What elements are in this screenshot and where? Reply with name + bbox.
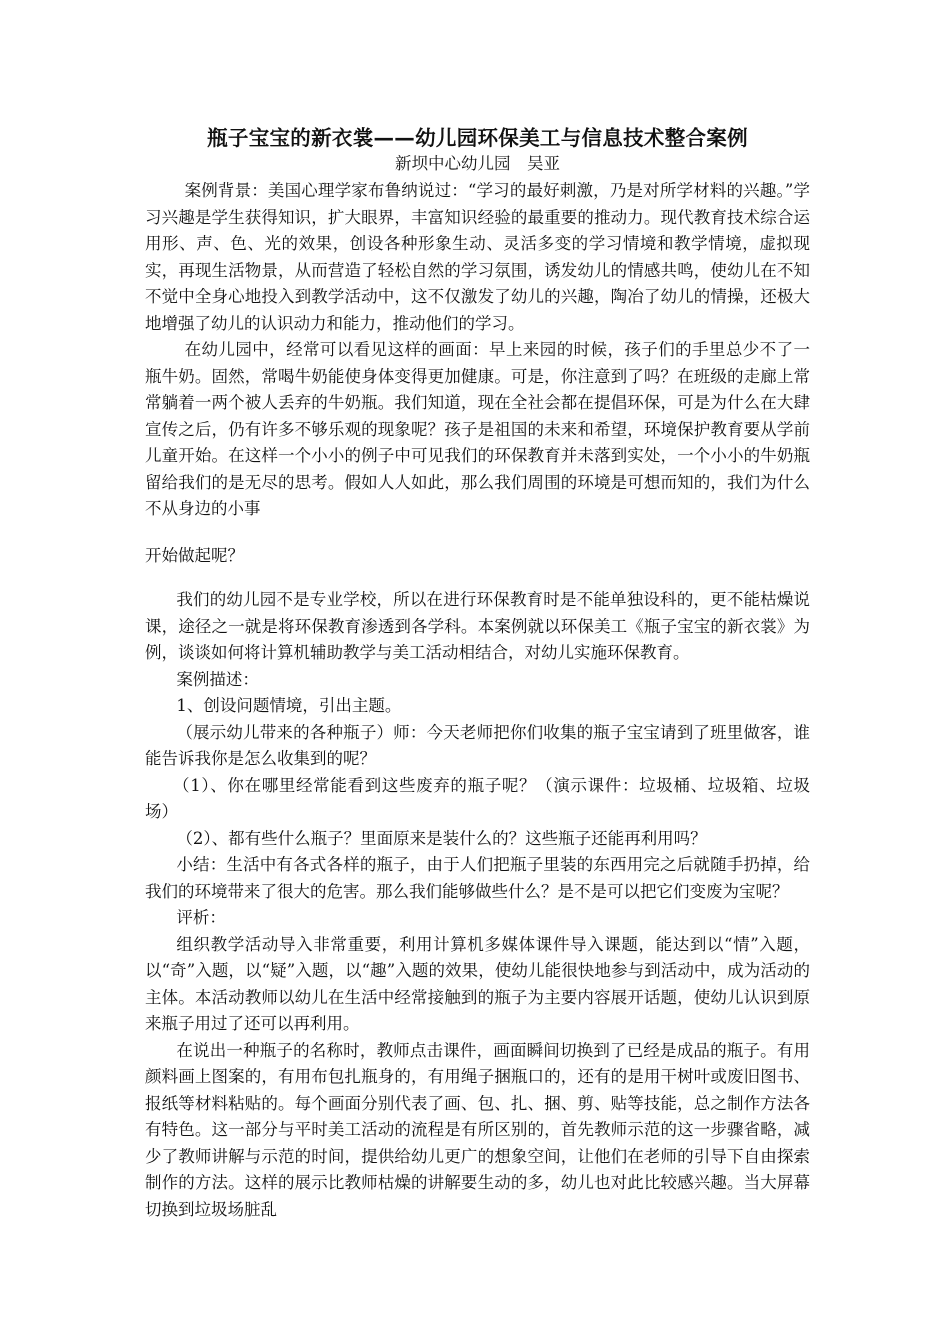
document-page: [145, 120, 810, 1223]
question-2: （2）、都有些什么瓶子？里面原来是装什么的？这些瓶子还能再利用吗？: [176, 828, 707, 848]
paragraph-show-bottles: （展示幼儿带来的各种瓶子）师：今天老师把你们收集的瓶子宝宝请到了班里做客，谁能告诉我你是怎么收集到的呢？: [145, 722, 810, 768]
document-title: 瓶子宝宝的新衣裳——幼儿园环保美工与信息技术整合案例: [207, 126, 748, 150]
document-author: 新坝中心幼儿园 吴亚: [395, 154, 560, 173]
question-1: （1）、你在哪里经常能看到这些废弃的瓶子呢？（演示课件：垃圾桶、垃圾箱、垃圾场）: [145, 775, 810, 821]
paragraph-evaluation: 组织教学活动导入非常重要，利用计算机多媒体课件导入课题，能达到以“情”入题，以“奇”入题，以“疑”入题，以“趣”入题的效果，使幼儿能很快地参与到活动中，成为活动的主体。本活动教师以幼儿在生活中经常接触到的瓶子为主要内容展开话题，使幼儿认识到原来瓶子用过了还可以再利用。: [145, 934, 810, 1033]
heading-case-description: 案例描述：: [176, 669, 259, 689]
paragraph-kindergarten-scene: 在幼儿园中，经常可以看见这样的画面：早上来园的时候，孩子们的手里总少不了一瓶牛奶。固然，常喝牛奶能使身体变得更加健康。可是，你注意到了吗？在班级的走廊上常常躺着一两个被人丢弃的牛奶瓶。我们知道，现在全社会都在提倡环保，可是为什么在大肆宣传之后，仍有许多不够乐观的现象呢？孩子是祖国的未来和希望，环境保护教育要从学前儿童开始。在这样一个小小的例子中可见我们的环保教育并未落到实处，一个小小的牛奶瓶留给我们的是无尽的思考。假如人人如此，那么我们周围的环境是可想而知的，我们为什么不从身边的小事: [145, 340, 810, 518]
paragraph-background: 案例背景：美国心理学家布鲁纳说过：“学习的最好刺激，乃是对所学材料的兴趣。”学习兴趣是学生获得知识，扩大眼界，丰富知识经验的最重要的推动力。现代教育技术综合运用形、声、色、光的效果，创设各种形象生动、灵活多变的学习情境和教学情境，虚拟现实，再现生活物景，从而营造了轻松自然的学习氛围，诱发幼儿的情感共鸣，使幼儿在不知不觉中全身心地投入到教学活动中，这不仅激发了幼儿的兴趣，陶冶了幼儿的情操，还极大地增强了幼儿的认识动力和能力，推动他们的学习。: [145, 181, 810, 333]
paragraph-courseware: 在说出一种瓶子的名称时，教师点击课件，画面瞬间切换到了已经是成品的瓶子。有用颜料画上图案的，有用布包扎瓶身的，有用绳子捆瓶口的，还有的是用干树叶或废旧图书、报纸等材料粘贴的。每个画面分别代表了画、包、扎、捆、剪、贴等技能，总之制作方法各有特色。这一部分与平时美工活动的流程是有所区别的，首先教师示范的这一步骤省略，减少了教师讲解与示范的时间，提供给幼儿更广的想象空间，让他们在老师的引导下自由探索制作的方法。这样的展示比教师枯燥的讲解要生动的多，幼儿也对此比较感兴趣。当大屏幕切换到垃圾场脏乱: [145, 1040, 810, 1219]
paragraph-summary: 小结：生活中有各式各样的瓶子，由于人们把瓶子里装的东西用完之后就随手扔掉，给我们的环境带来了很大的危害。那么我们能够做些什么？是不是可以把它们变废为宝呢？: [145, 855, 810, 901]
step-1: 1、创设问题情境，引出主题。: [176, 696, 402, 715]
paragraph-start-small: 开始做起呢？: [145, 545, 244, 565]
paragraph-approach: 我们的幼儿园不是专业学校，所以在进行环保教育时是不能单独设科的，更不能枯燥说课，途径之一就是将环保教育渗透到各学科。本案例就以环保美工《瓶子宝宝的新衣裳》为例，谈谈如何将计算机辅助教学与美工活动相结合，对幼儿实施环保教育。: [145, 590, 810, 662]
heading-evaluation: 评析：: [176, 908, 226, 927]
